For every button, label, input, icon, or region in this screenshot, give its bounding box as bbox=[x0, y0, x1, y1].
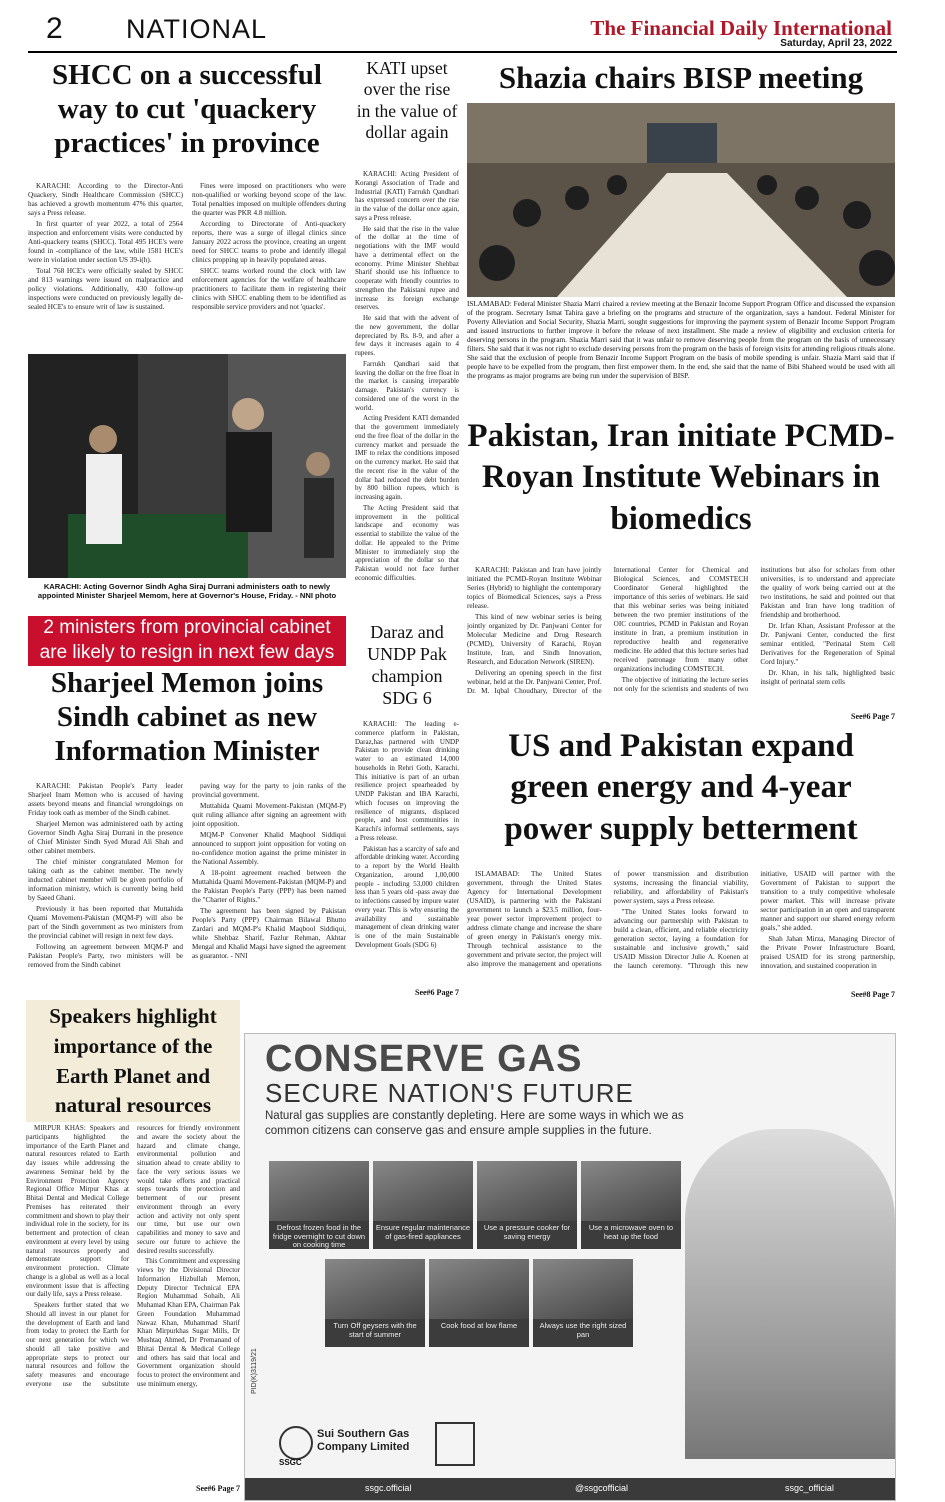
issue-date: Saturday, April 23, 2022 bbox=[780, 38, 892, 49]
earth-continued: See#6 Page 7 bbox=[196, 1484, 240, 1493]
ad-tip-label: Ensure regular maintenance of gas-fired appliances bbox=[375, 1223, 471, 1241]
ad-tip-label: Use a pressure cooker for saving energy bbox=[483, 1223, 571, 1241]
ad-tip-tile bbox=[581, 1161, 681, 1249]
paragraph: "The United States looks forward to advancing our partnership with Pakistan to build a clean, efficient, and reliable electricity generation sector, laying a foundation for sustainable and inclusive growth," said USAID Mission Director Julie A. Koenen at the launch ceremony. "Through this new initiative, USAID will partner with the Government of Pakistan to support the transition to a truly competitive wholesale power market. This will increase private sector participation in an open and transparent manner and support our shared energy reform goals," she added. bbox=[613, 870, 895, 970]
paragraph: Sharjeel Memon was administered oath by acting Governor Sindh Agha Siraj Durrani in the presence of Chief Minister Sindh Syed Murad Ali Shah and other cabinet members. bbox=[28, 820, 183, 855]
daraz-body bbox=[355, 720, 459, 988]
resign-banner: 2 ministers from provincial cabinet are likely to resign in next few days bbox=[28, 616, 346, 666]
paragraph: Dr. Khan, in his talk, highlighted basic insight of perinatal stem cells bbox=[760, 669, 895, 686]
flame-icon bbox=[429, 1259, 529, 1319]
daraz-continued: See#6 Page 7 bbox=[415, 988, 459, 997]
kati-body bbox=[355, 170, 459, 615]
paragraph: The objective of initiating the lecture series not only for the scientists and students of two institutions but also for scholars from other universities, is to understand and appreciate the quality of work being carried out at the two institutions, he said and pointed out that Pakistan and Iran have long tradition of friendship and brotherhood. bbox=[613, 566, 895, 693]
ad-tip-label: Defrost frozen food in the fridge overnight to cut down on cooking time bbox=[272, 1223, 366, 1250]
pcmd-continued: See#6 Page 7 bbox=[851, 712, 895, 721]
stove-icon bbox=[373, 1161, 473, 1221]
facebook-handle: ssgc.official bbox=[365, 1483, 412, 1493]
paragraph: MIRPUR KHAS: Speakers and participants highlighted the importance of the Earth Planet and natural resources related to Earth day issues while addressing the awareness Seminar held by the Environment Protection Agency Regional Office Mirpur Khas at Bhitai Dental and Medical College Premises has reiterated their commitment and shown to play their individual role in the society, for its betterment and protection of clean environment at every level by using natural resources properly and demonstrate support for environment protection. Climate change is a global as well as a local environment issue that is affecting our daily life, says a Press release. bbox=[26, 1124, 129, 1299]
ad-model-image bbox=[685, 1129, 895, 1459]
ad-title: CONSERVE GAS bbox=[265, 1038, 583, 1080]
microwave-icon bbox=[581, 1161, 681, 1221]
paragraph: Shah Jahan Mirza, Managing Director of the Private Power Infrastructure Board, praised USAID for its strong partnership, innovation, and sustained cooperation in bbox=[760, 935, 895, 970]
paragraph: Following an agreement between MQM-P and Pakistan People's Party, two ministers will be removed from the Sindh cabinet bbox=[28, 943, 183, 969]
shcc-headline: SHCC on a successful way to cut 'quackery practices' in province bbox=[52, 59, 322, 160]
section-title: NATIONAL bbox=[126, 14, 268, 44]
pan-icon bbox=[533, 1259, 633, 1319]
ad-company: Sui Southern Gas Company Limited bbox=[317, 1428, 410, 1454]
us-pak-continued: See#8 Page 7 bbox=[851, 990, 895, 999]
paragraph: According to Directorate of Anti-quackery reports, there was a surge of illegal clinics since January 2022 across the province, creating an urgent need for SHCC teams to probe and identify illegal clinics propping up in heavily populated areas. bbox=[192, 220, 346, 264]
paragraph: A 18-point agreement reached between the Muttahida Quami Movement-Pakistan (MQM-P) and the Pakistan People's Party (PPP) has been named the "Charter of Rights." bbox=[192, 869, 346, 904]
pressure-cooker-icon bbox=[477, 1161, 577, 1221]
shcc-col-2 bbox=[192, 182, 346, 342]
masthead: The Financial Daily International bbox=[590, 16, 892, 40]
geyser-icon bbox=[325, 1259, 425, 1319]
ad-tip-tile bbox=[269, 1161, 369, 1249]
paragraph: ISLAMABAD: The United States government, through the United States Agency for International Development (USAID), is partnering with the Pakistani government to launch a $23.5 million, four-year power sector improvement project to address climate change and increase the share of green energy in Pakistan's energy mix. Through technical assistance to the government and private sector, the project will also improve the management and operations of power transmission and distribution systems, increasing the financial viability, reliability, and affordability of Pakistan's power system, says a Press release. bbox=[467, 870, 749, 968]
paragraph: SHCC teams worked round the clock with law enforcement agencies for the welfare of healthcare practitioners to facilitate them in registering their clinics with SHCC enabling them to be identified as responsible service providers and not 'quacks'. bbox=[192, 267, 346, 311]
oath-photo-caption: KARACHI: Acting Governor Sindh Agha Siraj Durrani administers oath to newly appointed Minister Sharjeel Memom, here at Governor's House, Friday. - NNI photo bbox=[37, 582, 337, 601]
shcc-col-1 bbox=[28, 182, 183, 342]
paragraph: This Commitment and expressing views by the Divisional Director Information Hizbullah Memon, Deputy Director Technical EPA Region Muhammad Sohaib, Ali Muhamad Khan EPA, Chairman Pak Green Foundation Muhammad Nawaz Khan, Muhammad Sharif Khan Mirpurkhas Sugar Mills, Dr Mushtaq Ahmed, Dr Premanand of Bhitai Dental & Medical College and others has said that local and Government organization should focus to protect the environment and use minimum energy, bbox=[137, 1257, 240, 1388]
ad-tip-tile bbox=[429, 1259, 529, 1347]
paragraph: paving way for the party to join ranks of the provincial government. bbox=[192, 782, 346, 799]
daraz-headline: Daraz and UNDP Pak champion SDG 6 bbox=[367, 622, 447, 708]
page-number: 2 bbox=[46, 12, 63, 45]
sharjeel-col-2 bbox=[192, 782, 346, 1000]
pcmd-headline: Pakistan, Iran initiate PCMD-Royan Institute Webinars in biomedics bbox=[467, 418, 895, 537]
ad-tip-label: Use a microwave oven to heat up the food bbox=[588, 1223, 674, 1241]
ad-ref: PID(K)3119/21 bbox=[251, 1348, 258, 1394]
paragraph: The agreement has been signed by Pakistan People's Party (PPP) Chairman Bilawal Bhutto Zardari and MQM-P's Khalid Maqbool Siddiqui, while Shehbaz Sharif, Fazlur Rehman, Akhtar Mengal and Khalid Magsi have signed the agreement as guarantor. - NNI bbox=[192, 907, 346, 960]
ad-tip-label: Always use the right sized pan bbox=[539, 1321, 627, 1339]
ad-brand: SSGC bbox=[279, 1458, 302, 1467]
earth-headline-box bbox=[26, 1000, 240, 1122]
government-emblem-icon bbox=[435, 1422, 475, 1466]
paragraph: In first quarter of year 2022, a total of 2564 inspection and enforcement visits were conducted by Anti-quackery teams (SHCC). Total 495 HCE's were found in -compliance of the law, while 1581 HCE's were in violation under section US 39-i(h). bbox=[28, 220, 183, 264]
ssgc-advertisement bbox=[244, 1033, 896, 1501]
ad-tip-tile bbox=[325, 1259, 425, 1347]
paragraph: KARACHI: According to the Director-Anti Quackery, Sindh Healthcare Commission (SHCC) has achieved a growth momentum 47% this quarter, says a Press release. bbox=[28, 182, 183, 217]
sharjeel-col-1 bbox=[28, 782, 183, 1000]
ad-tip-tile bbox=[477, 1161, 577, 1249]
paragraph: KARACHI: Pakistan and Iran have jointly initiated the PCMD-Royan Institute Webinar Series (Hybrid) to highlight the contemporary topics of Biomedical Sciences, says a Press release. bbox=[467, 566, 602, 610]
ssgc-logo-icon bbox=[279, 1426, 313, 1460]
paragraph: Speakers further stated that we Should all invest in our planet for the development of Earth and land from today to protect the Earth for our next generation for which we should all take positive and appropriate steps to protect our natural resources and follow the safety measures and encourage everyone use the substitute resources for friendly environment and aware the society about the hazard and climate change, environmental pollution and situation ahead to create ability to face the very serious issues we would take efforts and practical steps towards the protection and betterment of our present environment through an every action and activity not only spent our time, but use our own capabilities and money to save and secure our future to achieve the desired results successfully. bbox=[26, 1124, 240, 1388]
paragraph: MQM-P Convener Khalid Maqbool Siddiqui announced to support joint opposition for voting on no-confidence motion against the prime minister in the National Assembly. bbox=[192, 831, 346, 866]
us-pak-body bbox=[467, 870, 895, 990]
paragraph: KARACHI: The leading e-commerce platform in Pakistan, Daraz,has partnered with UNDP Pakistan to provide clean drinking water to an estimated 14,000 households in Rehri Goth, Karachi. This initiative is part of an urban resilience project spearheaded by UNDP Pakistan and IBA Karachi, which focuses on improving the resilience of migrants, displaced people, and host communities in Karachi's informal settlements, says a Press release. bbox=[355, 720, 459, 842]
bisp-headline: Shazia chairs BISP meeting bbox=[498, 60, 864, 95]
kati-headline: KATI upset over the rise in the value of dollar again bbox=[356, 58, 458, 143]
sharjeel-headline: Sharjeel Memon joins Sindh cabinet as new Information Minister bbox=[50, 667, 324, 768]
ad-tip-tile bbox=[373, 1161, 473, 1249]
paragraph: He said that with the advent of the new government, the dollar depreciated by Rs. 8-9, and after a few days it increases again to 4 rupees. bbox=[355, 314, 459, 357]
paragraph: Delivering an opening speech in the first webinar, held at the Dr. Panjwani Center, Prof. Dr. M. Iqbal Choudhary, Director of the International Center for Chemical and Biological Sciences, and COMSTECH Coordinator General highlighted the importance of this series of webinars. He said that this webinar series was being initiated between the two premier institutions of the OIC countries, PCMD in Pakistan and Royan institute in Iran, a premium institution in reproductive health and regenerative medicine. He added that this lecture series had received patronage from many other organizations including COMSTECH. bbox=[467, 566, 749, 695]
oath-photo-image bbox=[28, 354, 346, 578]
twitter-handle: ssgc_official bbox=[785, 1483, 834, 1493]
ad-tip-label: Cook food at low flame bbox=[440, 1321, 518, 1330]
pcmd-body bbox=[467, 566, 895, 712]
ad-subtitle: SECURE NATION'S FUTURE bbox=[265, 1078, 634, 1108]
paragraph: Total 768 HCE's were officially sealed by SHCC and 813 warnings were issued on malpractice and policy violations. Additionally, 430 follow-up inspections were conducted on previously legally de-sealed HCE's to ensure writ of law is sustained. bbox=[28, 267, 183, 311]
ad-intro: Natural gas supplies are constantly depleting. Here are some ways in which we as common citizens can conserve gas and ensure ample supplies in the future. bbox=[265, 1110, 684, 1137]
ad-tip-label: Turn Off geysers with the start of summer bbox=[333, 1321, 417, 1339]
paragraph: Fines were imposed on practitioners who were non-qualified or working beyond scope of the law. Total penalties imposed on multiple offenders during the quarter was PKR 4.8 million. bbox=[192, 182, 346, 217]
ad-social-bar bbox=[245, 1478, 895, 1500]
paragraph: The Acting President said that improvement in the political landscape and economy was essential to stabilize the value of the dollar. He appealed to the Prime Minister to immediately stop the appreciation of the dollar so that Pakistan would not face further economic difficulties. bbox=[355, 503, 459, 582]
paragraph: KARACHI: Acting President of Korangi Association of Trade and Industrial (KATI) Farrukh Qandhari has expressed concern over the rise in the value of the dollar once again, says a Press release. bbox=[355, 170, 459, 222]
earth-body bbox=[26, 1124, 240, 1484]
bisp-photo bbox=[467, 103, 895, 297]
paragraph: This kind of new webinar series is being jointly organized by Dr. Panjwani Center for Molecular Medicine and Drug Research (PCMD), University of Karachi, Royan Institute, Iran, and Sindh Innovation, Research, and Education Network (SIREN). bbox=[467, 613, 602, 666]
paragraph: Previously it has been reported that Muttahida Quami Movement-Pakistan (MQM-P) will also be part of the Sindh government as two ministers from the provincial cabinet will resign in next few days. bbox=[28, 905, 183, 940]
ad-tip-tile bbox=[533, 1259, 633, 1347]
header-rule bbox=[28, 51, 897, 53]
bisp-photo-image bbox=[467, 103, 895, 297]
paragraph: Farrukh Qandhari said that leaving the dollar on the free float in the market is causing irreparable damage. Pakistan's currency is considered one of the worst in the world. bbox=[355, 359, 459, 412]
instagram-handle: @ssgcofficial bbox=[575, 1483, 628, 1493]
oath-photo bbox=[28, 354, 346, 578]
paragraph: Dr. Irfan Khan, Assistant Professor at the Dr. Panjwani Center, conducted the first seminar entitled, "Perinatal Stem Cell Derivatives for the Regeneration of Spinal Cord Injury." bbox=[760, 622, 895, 666]
paragraph: Muttahida Quami Movement-Pakistan (MQM-P) quit ruling alliance after signing an agreement with joint opposition. bbox=[192, 802, 346, 828]
paragraph: The chief minister congratulated Memon for taking oath as the cabinet member. The newly inducted cabinet member will be given portfolio of information ministry, which is currently being held by Saeed Ghani. bbox=[28, 858, 183, 902]
paragraph: Pakistan has a scarcity of safe and affordable drinking water. According to a report by the World Health Organization, around 1,00,000 people - including 53,000 children less than 5 years old -pass away due to infections caused by impure water every year. This is why ensuring the availability and sustainable management of clean drinking water is one of the main Sustainable Development Goals (SDG 6) bbox=[355, 844, 459, 949]
paragraph: He said that the rise in the value of the dollar at the time of negotiations with the IMF would have a detrimental effect on the economy. Prime Minister Shehbaz Sharif should use his influence to cooperate with friendly countries to strengthen the Pakistani rupee and increase its foreign exchange reserves. bbox=[355, 224, 459, 312]
us-pak-headline: US and Pakistan expand green energy and 4-year power supply betterment bbox=[504, 728, 858, 847]
paragraph: KARACHI: Pakistan People's Party leader Sharjeel Inam Memon who is accused of having assets beyond means and financial wrongdoings on Friday took oath as member of the Sindh cabinet. bbox=[28, 782, 183, 817]
fridge-icon bbox=[269, 1161, 369, 1221]
earth-headline: Speakers highlight importance of the Earth Planet and natural resources bbox=[49, 1004, 217, 1118]
paragraph: Acting President KATI demanded that the government immediately end the free float of the dollar in the currency market and persuade the IMF to relax the conditions imposed on the currency market. He said that the recent rise in the value of the dollar had reduced the debt burden by 800 billion rupees, which is increasing again. bbox=[355, 414, 459, 501]
bisp-caption: ISLAMABAD: Federal Minister Shazia Marri chaired a review meeting at the Benazir Income Support Program Office and discussed the expansion of the program. Secretary Ismat Tahira gave a briefing on the programs and structure of the organization, says a handout. Federal Minister for Poverty Alleviation and Social Security, Shazia Marri, sought suggestions for improving the payment system of Benazir Income Support Program and issued instructions to further improve it before the release of next installment. She made a review of eligibility and exclusion criteria for deserving persons in the program. Shazia Marri said that it was unfair to remove deserving people from the program on the basis of unnecessary filters. She said that it was not right to exclude deserving persons from the program on the basis of foreign visits for attending religious rituals alone. She said that the exclusion of people from Benazir Income Support Program on the basis of mobile spending is unfair. Shazia Marri said that if people have to be expelled from the program, then first empower them. In the end, she said that the name of Bibi Shaheed would be used with all the programs as major programs are being run under the supervision of BISP. bbox=[467, 300, 895, 380]
